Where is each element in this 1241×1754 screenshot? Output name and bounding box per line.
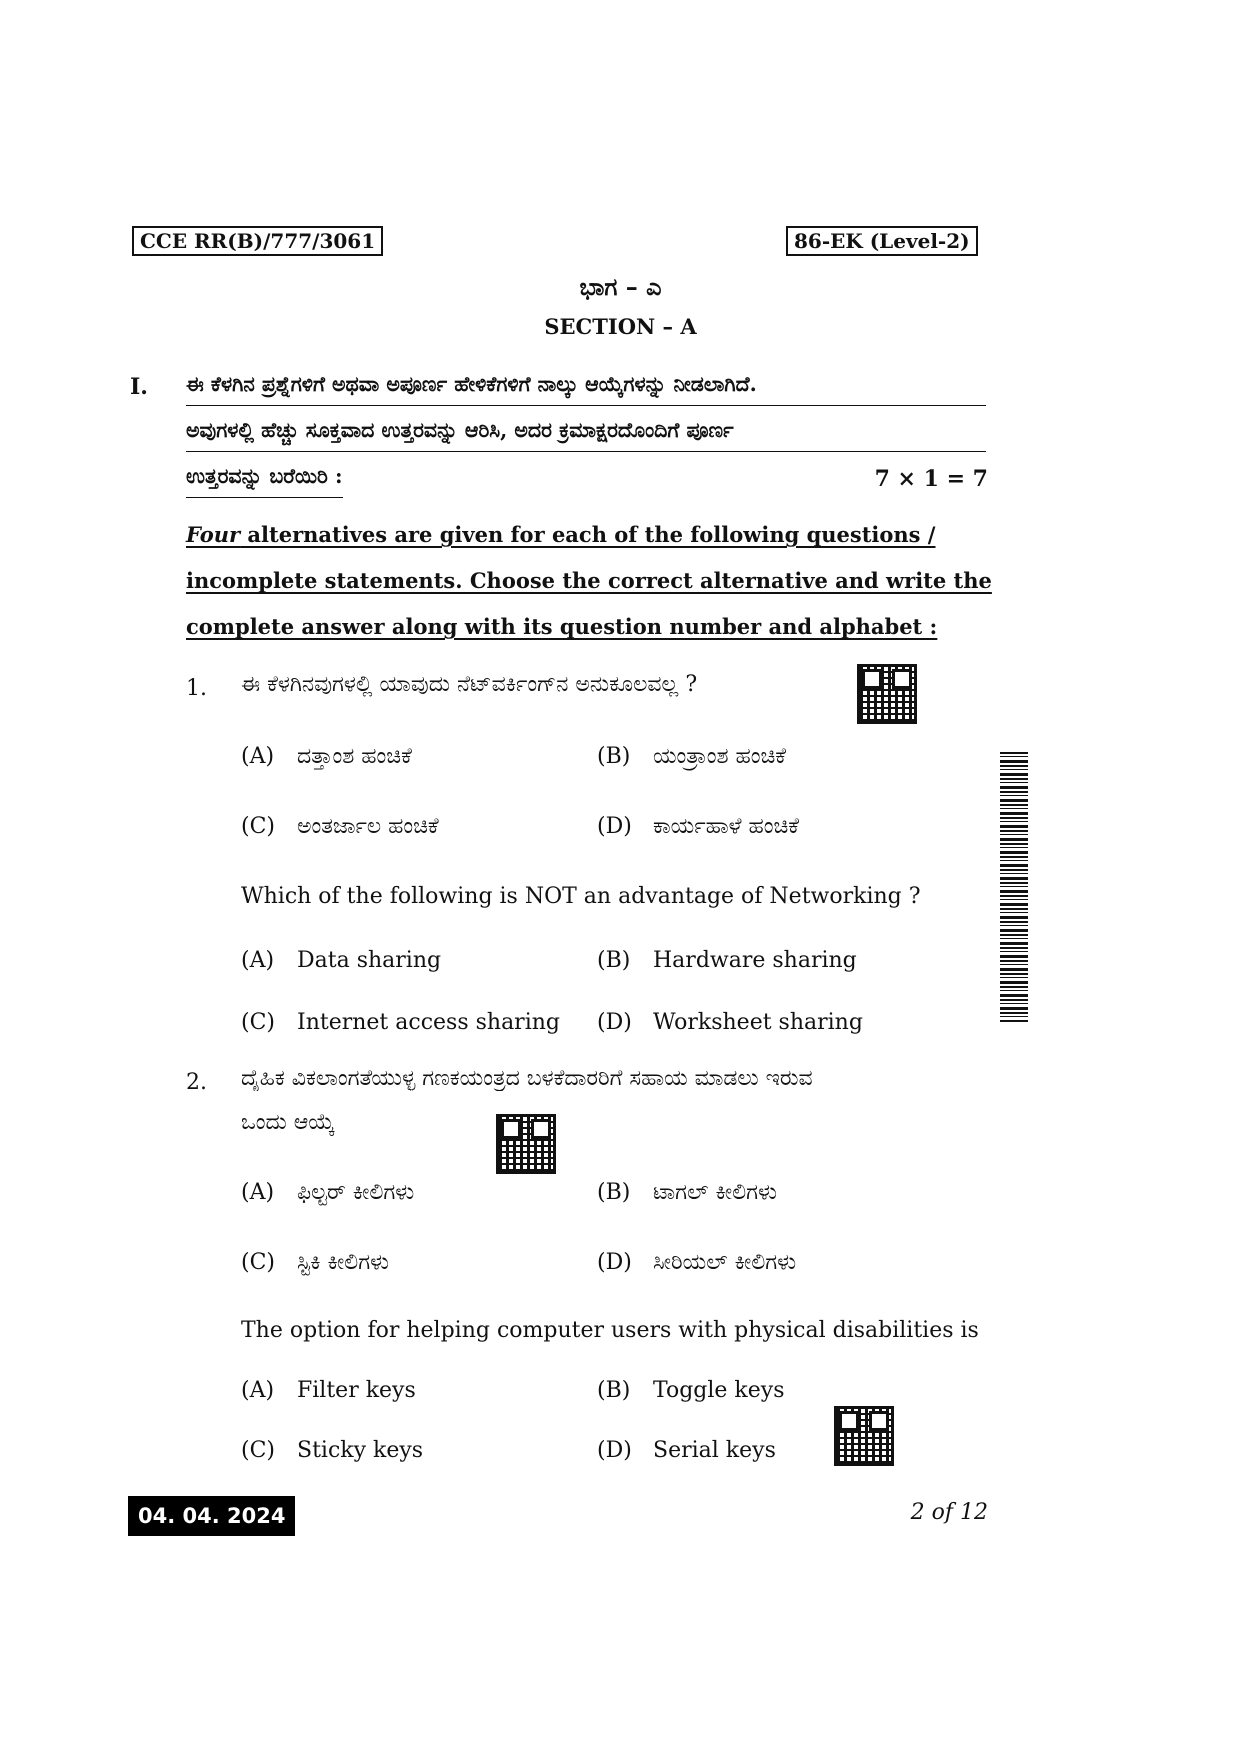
paper-code-right: 86-EK (Level-2) — [786, 226, 978, 256]
option-text: ಕಾರ್ಯಹಾಳೆ ಹಂಚಿಕೆ — [653, 814, 800, 839]
option-label: (D) — [597, 814, 632, 839]
option-text: Toggle keys — [653, 1378, 785, 1403]
option-label: (C) — [241, 1250, 275, 1275]
question-group-number: I. — [130, 374, 148, 400]
option-text: ಟಾಗಲ್ ಕೀಲಿಗಳು — [653, 1180, 777, 1205]
q1-en-option-b — [597, 948, 857, 973]
q1-kn-option-a — [241, 744, 412, 769]
question-2-kannada-line-1: ದೈಹಿಕ ವಿಕಲಾಂಗತೆಯುಳ್ಳ ಗಣಕಯಂತ್ರದ ಬಳಕೆದಾರರಿಗೆ ಸಹಾಯ ಮಾಡಲು ಇರುವ — [241, 1066, 813, 1091]
option-label: (A) — [241, 1378, 275, 1403]
option-text: ದತ್ತಾಂಶ ಹಂಚಿಕೆ — [297, 744, 412, 769]
instruction-kannada-line-3: ಉತ್ತರವನ್ನು ಬರೆಯಿರಿ : — [186, 464, 343, 498]
question-2-number: 2. — [186, 1070, 207, 1095]
instruction-english-line-1 — [186, 522, 986, 547]
section-title-english: SECTION – A — [544, 314, 697, 339]
option-label: (D) — [597, 1438, 632, 1463]
section-title-kannada: ಭಾಗ – ಎ — [579, 272, 662, 301]
qr-code-icon — [857, 664, 917, 724]
option-label: (C) — [241, 1438, 275, 1463]
marks-allocation: 7 × 1 = 7 — [874, 466, 988, 492]
option-label: (D) — [597, 1250, 632, 1275]
option-label: (A) — [241, 1180, 275, 1205]
option-text: ಸೀರಿಯಲ್ ಕೀಲಿಗಳು — [653, 1250, 797, 1275]
option-text: ಫಿಲ್ಟರ್ ಕೀಲಿಗಳು — [297, 1180, 415, 1205]
q1-kn-option-b — [597, 744, 786, 769]
instruction-kannada-line-1: ಈ ಕೆಳಗಿನ ಪ್ರಶ್ನೆಗಳಿಗೆ ಅಥವಾ ಅಪೂರ್ಣ ಹೇಳಿಕೆಗಳಿಗೆ ನಾಲ್ಕು ಆಯ್ಕೆಗಳನ್ನು ನೀಡಲಾಗಿದೆ. — [186, 372, 986, 406]
q2-kn-option-b — [597, 1180, 777, 1205]
option-label: (A) — [241, 948, 275, 973]
q1-kn-option-c — [241, 814, 439, 839]
question-1-english-text: Which of the following is NOT an advantage of Networking ? — [241, 884, 921, 909]
q2-en-option-c — [241, 1438, 423, 1463]
instruction-english-line-2: incomplete statements. Choose the correct alternative and write the — [186, 568, 992, 593]
question-1-kannada-text: ಈ ಕೆಳಗಿನವುಗಳಲ್ಲಿ ಯಾವುದು ನೆಟ್‌ವರ್ಕಿಂಗ್‌ನ ಅನುಕೂಲವಲ್ಲ ? — [241, 672, 698, 697]
question-2-kannada-line-2: ಒಂದು ಆಯ್ಕೆ — [241, 1110, 335, 1135]
question-2-english-text: The option for helping computer users with physical disabilities is — [241, 1318, 979, 1343]
option-text: ಯಂತ್ರಾಂಶ ಹಂಚಿಕೆ — [653, 744, 787, 769]
instruction-english-italic-word: Four — [186, 522, 241, 547]
q1-en-option-a — [241, 948, 441, 973]
q1-en-option-c — [241, 1010, 560, 1035]
exam-date: 04. 04. 2024 — [128, 1496, 295, 1536]
q2-en-option-d — [597, 1438, 776, 1463]
q2-kn-option-a — [241, 1180, 414, 1205]
option-label: (A) — [241, 744, 275, 769]
option-label: (C) — [241, 1010, 275, 1035]
qr-code-icon — [834, 1406, 894, 1466]
option-text: Hardware sharing — [653, 948, 857, 973]
paper-code-left: CCE RR(B)/777/3061 — [132, 226, 383, 256]
q2-en-option-b — [597, 1378, 785, 1403]
option-text: ಅಂತರ್ಜಾಲ ಹಂಚಿಕೆ — [297, 814, 439, 839]
instruction-english-line-3: complete answer along with its question number and alphabet : — [186, 614, 938, 639]
option-text: Data sharing — [297, 948, 442, 973]
barcode-icon — [1000, 752, 1028, 1022]
instruction-kannada-line-2: ಅವುಗಳಲ್ಲಿ ಹೆಚ್ಚು ಸೂಕ್ತವಾದ ಉತ್ತರವನ್ನು ಆರಿಸಿ, ಅದರ ಕ್ರಮಾಕ್ಷರದೊಂದಿಗೆ ಪೂರ್ಣ — [186, 418, 986, 452]
option-label: (B) — [597, 1378, 631, 1403]
option-label: (B) — [597, 948, 631, 973]
instruction-english-line-1-rest: alternatives are given for each of the following questions / — [240, 522, 936, 547]
option-label: (D) — [597, 1010, 632, 1035]
option-text: Sticky keys — [297, 1438, 424, 1463]
option-label: (B) — [597, 1180, 631, 1205]
option-text: Serial keys — [653, 1438, 776, 1463]
option-text: ಸ್ಟಿಕಿ ಕೀಲಿಗಳು — [297, 1250, 390, 1275]
option-text: Filter keys — [297, 1378, 416, 1403]
option-text: Worksheet sharing — [653, 1010, 863, 1035]
q1-kn-option-d — [597, 814, 799, 839]
q2-kn-option-c — [241, 1250, 389, 1275]
page-number: 2 of 12 — [910, 1500, 988, 1525]
option-label: (C) — [241, 814, 275, 839]
option-label: (B) — [597, 744, 631, 769]
q2-kn-option-d — [597, 1250, 796, 1275]
q1-en-option-d — [597, 1010, 863, 1035]
option-text: Internet access sharing — [297, 1010, 560, 1035]
q2-en-option-a — [241, 1378, 416, 1403]
qr-code-icon — [496, 1114, 556, 1174]
question-1-number: 1. — [186, 676, 207, 701]
